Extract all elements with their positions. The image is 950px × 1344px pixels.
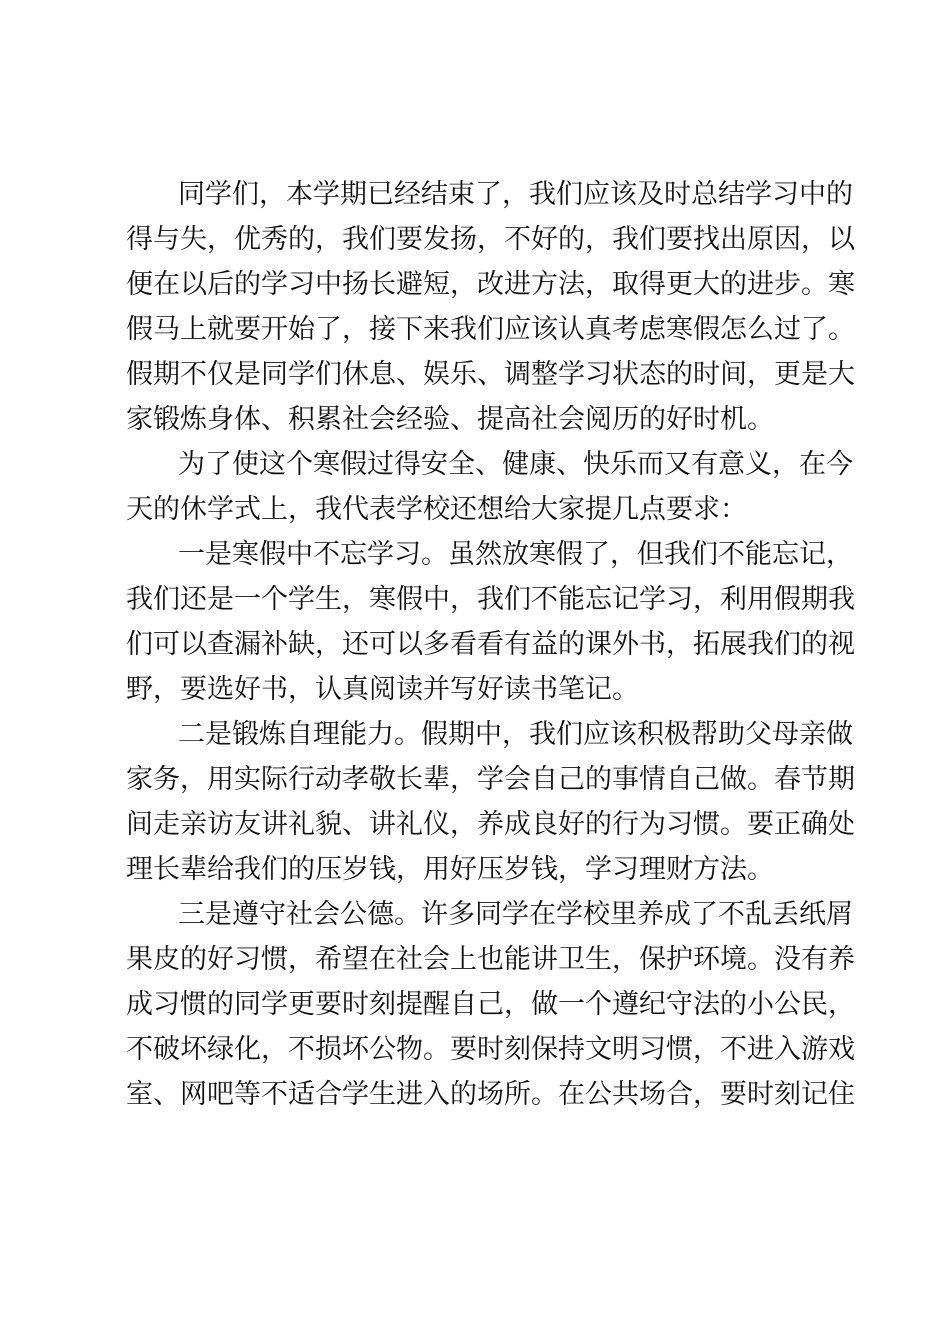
paragraph-4-line-1: 二是锻炼自理能力。假期中，我们应该积极帮助父母亲做 (178, 719, 853, 750)
paragraph-5-line-2: 果皮的好习惯，希望在社会上也能讲卫生，保护环境。没有养 (126, 944, 855, 975)
paragraph-2-line-2: 天的休学式上，我代表学校还想给大家提几点要求： (126, 494, 747, 525)
paragraph-3-line-1: 一是寒假中不忘学习。虽然放寒假了，但我们不能忘记， (178, 539, 853, 570)
paragraph-3-line-3: 们可以查漏补缺，还可以多看看有益的课外书，拓展我们的视 (126, 629, 855, 660)
paragraph-1-line-4: 假马上就要开始了，接下来我们应该认真考虑寒假怎么过了。 (126, 314, 855, 345)
paragraph-1-line-2: 得与失，优秀的，我们要发扬，不好的，我们要找出原因，以 (126, 224, 855, 255)
paragraph-5-line-3: 成习惯的同学更要时刻提醒自己，做一个遵纪守法的小公民， (126, 989, 855, 1020)
paragraph-1-line-3: 便在以后的学习中扬长避短，改进方法，取得更大的进步。寒 (126, 269, 855, 300)
paragraph-1-line-1: 同学们，本学期已经结束了，我们应该及时总结学习中的 (178, 179, 853, 210)
paragraph-1-line-6: 家锻炼身体、积累社会经验、提高社会阅历的好时机。 (126, 404, 774, 435)
paragraph-5-line-5: 室、网吧等不适合学生进入的场所。在公共场合，要时刻记住 (126, 1079, 855, 1110)
paragraph-3-line-4: 野，要选好书，认真阅读并写好读书笔记。 (126, 674, 639, 705)
paragraph-4-line-3: 间走亲访友讲礼貌、讲礼仪，养成良好的行为习惯。要正确处 (126, 809, 855, 840)
paragraph-5-line-1: 三是遵守社会公德。许多同学在学校里养成了不乱丢纸屑 (178, 899, 853, 930)
paragraph-4-line-2: 家务，用实际行动孝敬长辈，学会自己的事情自己做。春节期 (126, 764, 855, 795)
paragraph-1-line-5: 假期不仅是同学们休息、娱乐、调整学习状态的时间，更是大 (126, 359, 855, 390)
paragraph-4-line-4: 理长辈给我们的压岁钱，用好压岁钱，学习理财方法。 (126, 854, 774, 885)
paragraph-5-line-4: 不破坏绿化，不损坏公物。要时刻保持文明习惯，不进入游戏 (126, 1034, 855, 1065)
paragraph-3-line-2: 我们还是一个学生，寒假中，我们不能忘记学习，利用假期我 (126, 584, 855, 615)
paragraph-2-line-1: 为了使这个寒假过得安全、健康、快乐而又有意义，在今 (178, 449, 853, 480)
